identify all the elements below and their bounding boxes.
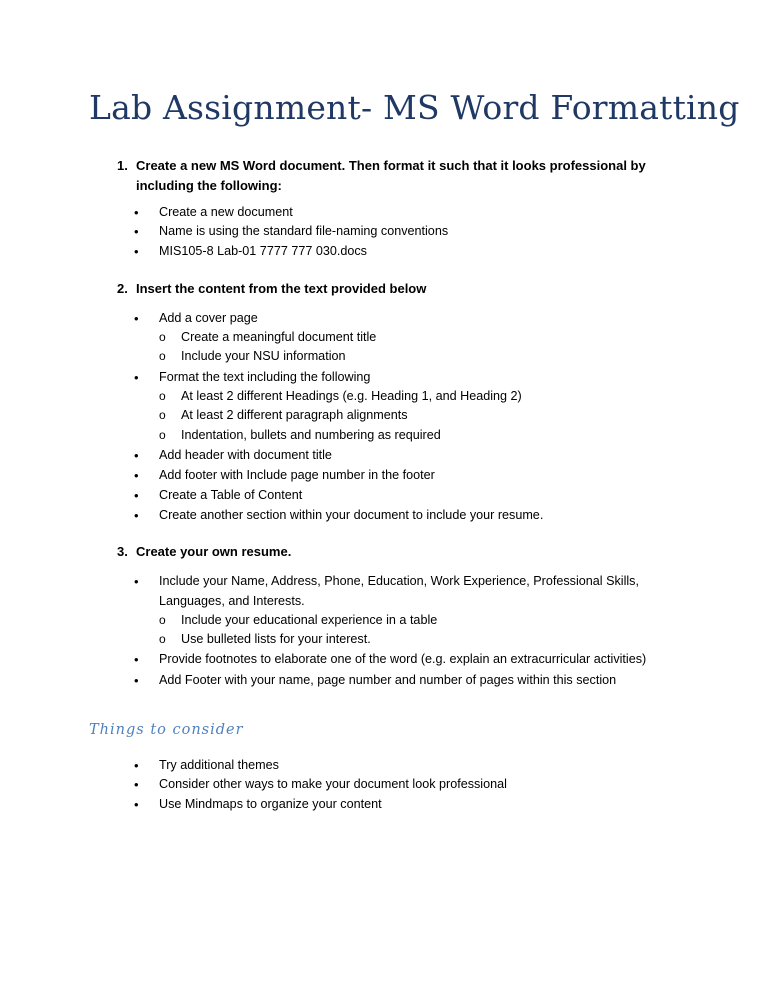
list-item: • Consider other ways to make your document look professional [159,775,507,795]
section-3-heading [117,542,681,562]
section-3-heading-text: Create your own resume. [136,544,292,559]
list-item: • MIS105-8 Lab-01 7777 777 030.docs [159,242,367,262]
considerations-heading: Things to consider [89,722,244,738]
list-item: • Add Footer with your name, page number and number of pages within this section [159,671,616,691]
list-item: • Create a Table of Content [159,486,302,506]
document-title: Lab Assignment- MS Word Formatting [89,88,740,127]
section-1-number: 1. [117,158,128,173]
section-3-number: 3. [117,544,128,559]
list-item: • Provide footnotes to elaborate one of the word (e.g. explain an extracurricular activities) [159,650,646,670]
section-2-heading-text: Insert the content from the text provided below [136,281,427,296]
list-item: • Create a new document [159,203,293,223]
sub-list-item: o At least 2 different Headings (e.g. Heading 1, and Heading 2) [181,387,522,407]
list-item: • Name is using the standard file-naming conventions [159,222,448,242]
list-item: • Add footer with Include page number in the footer [159,466,435,486]
list-item: • Add a cover page [159,309,258,329]
section-1-heading [117,156,681,196]
list-item: • Include your Name, Address, Phone, Education, Work Experience, Professional Skills, Languages, and Interests. [159,572,659,611]
sub-list-item: o At least 2 different paragraph alignments [181,406,408,426]
list-item: • Add header with document title [159,446,332,466]
sub-list-item: o Create a meaningful document title [181,328,376,348]
sub-list-item: o Indentation, bullets and numbering as required [181,426,441,446]
section-1-heading-text: Create a new MS Word document. Then format it such that it looks professional by including the following: [136,158,646,193]
sub-list-item: o Use bulleted lists for your interest. [181,630,371,650]
sub-list-item: o Include your educational experience in a table [181,611,437,631]
section-2-heading [117,279,681,299]
section-2-number: 2. [117,281,128,296]
list-item: • Create another section within your document to include your resume. [159,506,543,526]
sub-list-item: o Include your NSU information [181,347,346,367]
list-item: • Format the text including the following [159,368,370,388]
list-item: • Try additional themes [159,756,279,776]
list-item: • Use Mindmaps to organize your content [159,795,382,815]
